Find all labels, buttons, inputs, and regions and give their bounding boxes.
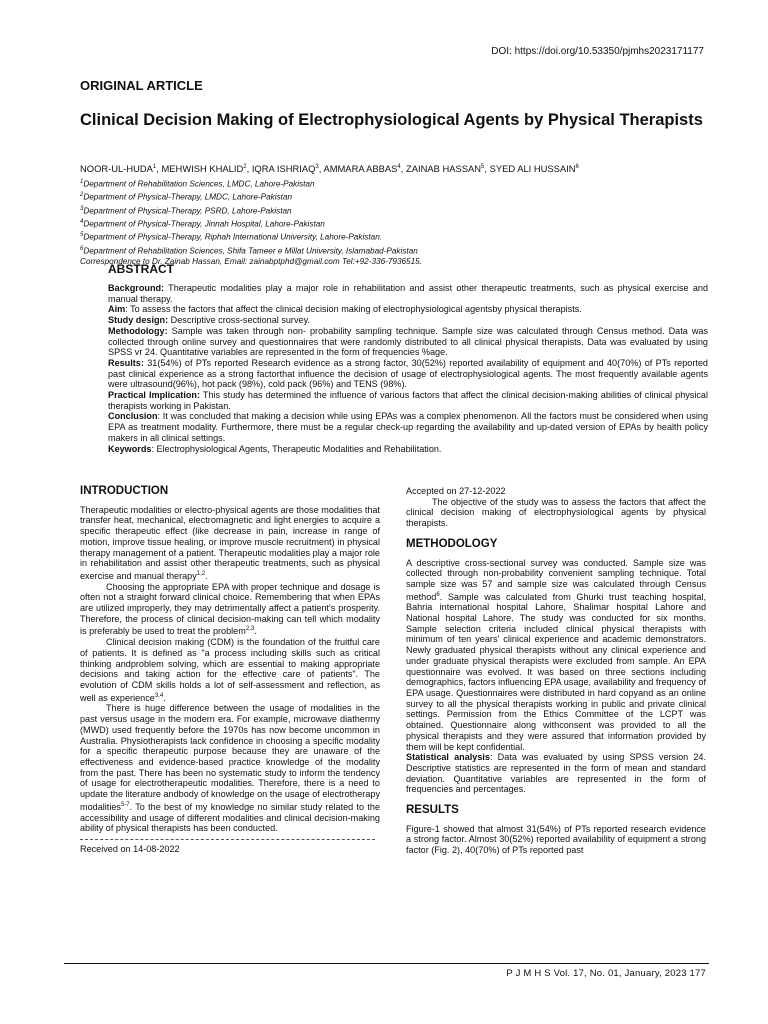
affiliation: $^4$Department of Physical-Therapy, Jinnah Hospital, Lahore-Pakistan [80, 218, 325, 229]
objective-paragraph: The objective of the study was to assess the factors that affect the clinical decision making of electrophysiological agents by physical therapists. [406, 496, 706, 529]
statistical-analysis-paragraph: Statistical analysis: Data was evaluated by using SPSS version 24. Descriptive statistics are represented in the form of mean and standard deviation. Quantitative variables are represented in the form of frequencies and percentages. [406, 752, 706, 795]
author: MEHWISH KHALID$^2$, [161, 163, 252, 174]
abstract-section [108, 262, 708, 454]
correspondence: Correspondence to Dr. Zainab Hassan, Email: zainabptphd@gmail.com Tel:+92-336-7936515. [80, 256, 422, 266]
abstract-study-design: Study design: Descriptive cross-sectional survey. [108, 315, 310, 326]
author-list [80, 163, 705, 174]
paper-title: Clinical Decision Making of Electrophysiological Agents by Physical Therapists [80, 111, 703, 129]
author: SYED ALI HUSSAIN$^6$ [489, 163, 579, 174]
methodology-heading: METHODOLOGY [406, 537, 498, 550]
methodology-paragraph: A descriptive cross-sectional survey was conducted. Sample size was collected through non-probability convenient sampling technique. Total sample size was 57 and sample size was calculated through Census method$^6$. Sample was calculated from Ghurki trust teaching hospital, Bahria international hospital Lahore, Shalimar hospital Lahore and National hospital Lahore. The study was conducted for six months. Sample selection criteria included clinical physical therapists with minimum of ten years' clinical experience and academic demonstrators. Newly graduated physical therapists without any clinical experience and under graduate physical therapists were excluded from sample. An EPA questionnaire was evolved. It was based on three sections including demographics, factors influencing EPA usage, availability and frequency of EPA usage. Questionnaires were distributed in hard copyand as an online survey to all the physical therapists working in public and private clinical settings. Permission from the Ethics Committee of the LCPT was obtained. Questionnaire along withconsent was provided to all the physical therapists and they were assured that information provided by them will be kept confidential. [406, 557, 706, 752]
author: IQRA ISHRIAQ$^3$, [251, 163, 324, 174]
affiliation: $^5$Department of Physical-Therapy, Riphah International University, Lahore-Pakistan. [80, 232, 383, 243]
abstract-conclusion: Conclusion: It was concluded that making a decision while using EPAs was a complex phenomenon. All the factors must be considered when using EPA as treatment modality. Furthermore, there must be a regular check-up regarding the availability and up-dated version of EPAs by health policy makers in all clinical settings. [108, 411, 708, 443]
intro-paragraph: Therapeutic modalities or electro-physical agents are those modalities that transfer heat, mechanical, electromagnetic and light energies to acquire a specific therapeutic effect (like decrease in pain, increase in range of motion, improve tissue healing, or improve muscle recruitment) in physical therapy management of a patient. Therapeutic modalities play a major role in rehabilitation and assist other therapeutic treatments, such as physical exercise and manual therapy$^{1,2}$. [80, 504, 380, 581]
right-column [406, 486, 706, 856]
abstract-practical-implication: Practical Implication: This study has determined the influence of various factors that affect the clinical decision-making abilities of clinical physical therapists working in Pakistan. [108, 390, 708, 411]
article-type: ORIGINAL ARTICLE [80, 78, 203, 93]
abstract-keywords: Keywords: Electrophysiological Agents, Therapeutic Modalities and Rehabilitation. [108, 443, 442, 454]
affiliations [80, 177, 705, 268]
journal-footer: P J M H S Vol. 17, No. 01, January, 2023 177 [506, 968, 706, 979]
introduction-heading: INTRODUCTION [80, 485, 169, 497]
affiliation: $^2$Department of Physical-Therapy, LMDC, Lahore-Pakistan [80, 192, 293, 203]
intro-paragraph: There is huge difference between the usage of modalities in the past versus usage in the modern era. For example, microwave diathermy (MWD) used frequently before the 1970s has now become uncommon in Australia. Physiotherapists lack confidence in choosing a specific modality for a specific therapeutic purpose because they are unaware of the effectiveness and evidence-based practice knowledge of the modality from the past. There has been no systematic study to inform the tendency of usage for electrotherapeutic modalities. Therefore, there is a need to update the literature andbody of knowledge on the usage of electrotherapy modalities$^{5-7}$. To the best of my knowledge no similar study related to the accessibility and usage of different modalities and clinical decision-making ability of physical therapists has been conducted. [80, 703, 380, 834]
received-date: Received on 14-08-2022 [80, 843, 180, 854]
results-heading: RESULTS [406, 804, 459, 817]
author: ZAINAB HASSAN$^5$, [405, 163, 490, 174]
affiliation: $^3$Department of Physical-Therapy, PSRD, Lahore-Pakistan [80, 205, 292, 216]
doi-header: DOI: https://doi.org/10.53350/pjmhs2023171177 [491, 46, 704, 57]
intro-paragraph: Clinical decision making (CDM) is the foundation of the fruitful care of patients. It is defined as "a process including skills such as critical thinking andproblem solving, which are essential to making appropriate decisions and taking action for the effective care of patients". The evolution of CDM skills holds a lot of self-assessment and reflection, as well as experience$^{3,4}$. [80, 637, 380, 703]
left-column [80, 486, 380, 855]
affiliation: $^1$Department of Rehabilitation Sciences, LMDC, Lahore-Pakistan [80, 179, 315, 189]
footer-rule [64, 963, 709, 964]
affiliation: $^6$Department of Rehabilitation Sciences, Shifa Tameer e Millat University, Islamabad-Pakistan [80, 245, 418, 256]
abstract-aim: Aim: To assess the factors that affect the clinical decision making of electrophysiological agentsby physical therapists. [108, 304, 582, 315]
accepted-date: Accepted on 27-12-2022 [406, 486, 506, 496]
author: AMMARA ABBAS$^4$, [323, 163, 406, 174]
intro-paragraph: Choosing the appropriate EPA with proper technique and dosage is often not a straight forward clinical choice. Remembering that when EPAs are utilized improperly, they may detrimentally affect a patient's prosperity. Therefore, the process of clinical decision-making can tell which modality is preferably be used to treat the problem$^{2,3}$. [80, 581, 380, 637]
abstract-background: Background: Therapeutic modalities play a major role in rehabilitation and assist other therapeutic treatments, such as physical exercise and manual therapy. [108, 283, 708, 304]
abstract-methodology: Methodology: Sample was taken through non- probability sampling technique. Sample size was calculated through Census method. Data was collected through online survey and questionnaires that were randomly distributed to all clinical physical therapists. Data was evaluated by using SPSS vr 24. Quantitative variables are represented in the form of frequencies %age. [108, 325, 708, 358]
footnote-separator [80, 839, 375, 840]
abstract-results: Results: 31(54%) of PTs reported Research evidence as a strong factor, 30(52%) reported availability of equipment and 40(70%) of PTs reported past clinical experience as a strong factorthat influence the decision of usage of electrophysiological agents. The most frequently available agents were ultrasound(96%), hot pack (98%), cold pack (96%) and TENS (98%). [108, 357, 708, 390]
abstract-heading: ABSTRACT [108, 262, 174, 276]
author: NOOR-UL-HUDA$^1$, [80, 163, 162, 174]
results-paragraph: Figure-1 showed that almost 31(54%) of PTs reported research evidence a strong factor. Almost 30(52%) reported availability of equipment a strong factor (Fig. 2), 40(70%) of PTs reported past [406, 823, 706, 856]
